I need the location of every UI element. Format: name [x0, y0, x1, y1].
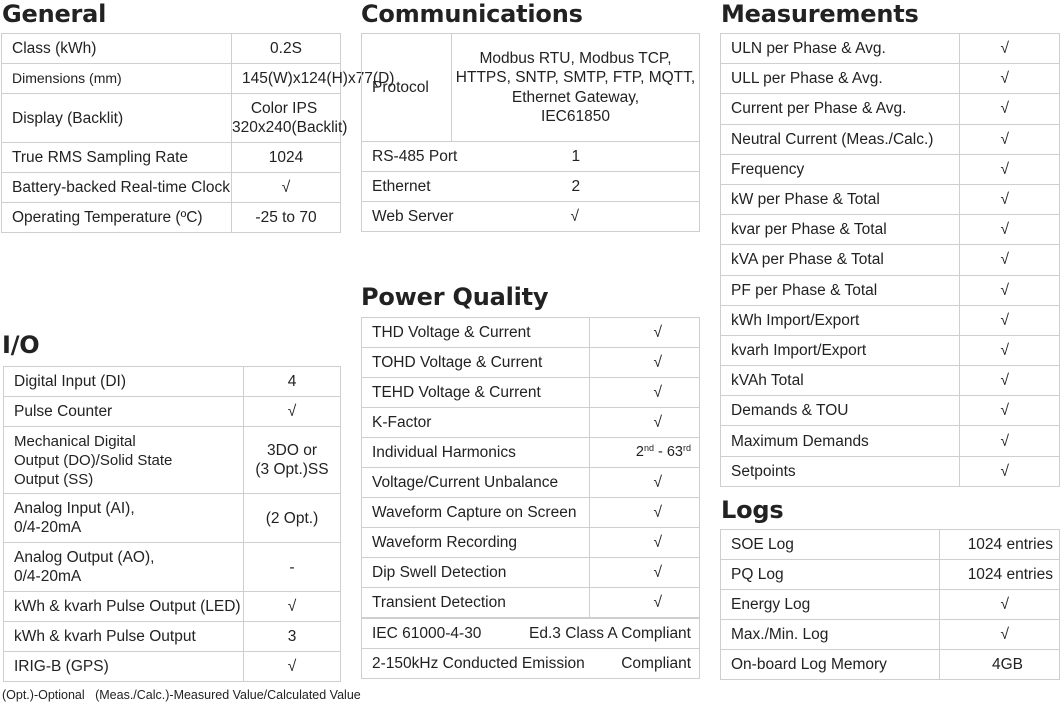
communications-table-ports: [361, 141, 700, 232]
spec-value: √: [940, 590, 1060, 620]
table-row: [2, 94, 341, 143]
table-row: [721, 456, 1060, 486]
io-table: [3, 366, 341, 682]
spec-label: Voltage/Current Unbalance: [362, 468, 590, 498]
table-row: [362, 438, 700, 468]
table-row: [362, 468, 700, 498]
spec-label: Operating Temperature (ºC): [2, 203, 232, 233]
table-row: [721, 154, 1060, 184]
spec-label: IRIG-B (GPS): [4, 652, 244, 682]
table-row: [4, 652, 341, 682]
table-row: [721, 64, 1060, 94]
spec-value: -: [244, 543, 341, 592]
section-title-measurements: Measurements: [721, 0, 919, 28]
spec-label: Individual Harmonics: [362, 438, 590, 468]
spec-value: 1024: [232, 143, 341, 173]
table-row: [362, 528, 700, 558]
spec-value: √: [590, 318, 700, 348]
spec-value: √: [590, 378, 700, 408]
section-title-power-quality: Power Quality: [361, 283, 549, 311]
table-row: [362, 318, 700, 348]
spacer-cell: [642, 202, 700, 232]
spec-label: kVAh Total: [721, 366, 960, 396]
table-row: [721, 620, 1060, 650]
power-quality-table-compliance: [361, 618, 700, 679]
footnote: [2, 688, 361, 702]
table-row: [2, 34, 341, 64]
spec-value: Modbus RTU, Modbus TCP, HTTPS, SNTP, SMTP, FTP, MQTT, Ethernet Gateway, IEC61850: [452, 34, 700, 142]
table-row: [721, 396, 1060, 426]
spec-label: kW per Phase & Total: [721, 184, 960, 214]
spec-label: Web Server: [362, 202, 512, 232]
spec-value: 4GB: [940, 650, 1060, 680]
table-row: [4, 622, 341, 652]
table-row: [721, 426, 1060, 456]
spec-label: kWh & kvarh Pulse Output (LED): [4, 592, 244, 622]
spec-row-cell: [362, 619, 700, 649]
table-row: [721, 590, 1060, 620]
measurements-table: [720, 33, 1060, 487]
spec-label: THD Voltage & Current: [362, 318, 590, 348]
table-row: [721, 650, 1060, 680]
table-row: [721, 94, 1060, 124]
spec-label: 2-150kHz Conducted Emission: [372, 655, 585, 672]
table-row: [2, 143, 341, 173]
table-row: [362, 619, 700, 649]
table-row: [721, 184, 1060, 214]
table-row: [2, 173, 341, 203]
spec-label: Waveform Capture on Screen: [362, 498, 590, 528]
table-row: [362, 378, 700, 408]
spec-row-cell: [362, 649, 700, 679]
spec-value: 3DO or (3 Opt.)SS: [244, 427, 341, 494]
spec-value: 1024 entries: [940, 560, 1060, 590]
table-row: [362, 172, 700, 202]
spec-label: Mechanical Digital Output (DO)/Solid State Output (SS): [4, 427, 244, 494]
section-title-communications: Communications: [361, 0, 583, 28]
spec-value: √: [590, 468, 700, 498]
table-row: [721, 335, 1060, 365]
spec-value: Color IPS 320x240(Backlit): [232, 94, 341, 143]
spec-label: Ethernet: [362, 172, 512, 202]
table-row: [721, 530, 1060, 560]
table-row: [721, 245, 1060, 275]
spec-value: √: [960, 335, 1060, 365]
spec-value: √: [244, 652, 341, 682]
spec-label: Current per Phase & Avg.: [721, 94, 960, 124]
spec-label: Analog Input (AI), 0/4-20mA: [4, 494, 244, 543]
spec-label: Demands & TOU: [721, 396, 960, 426]
spec-value: 4: [244, 367, 341, 397]
spec-value: (2 Opt.): [244, 494, 341, 543]
spec-value: √: [960, 245, 1060, 275]
spec-value: √: [960, 305, 1060, 335]
table-row: [4, 397, 341, 427]
spec-value: √: [960, 154, 1060, 184]
spec-value: √: [244, 397, 341, 427]
spec-label: Dimensions (mm): [2, 64, 232, 94]
table-row: [362, 588, 700, 618]
table-row: [4, 543, 341, 592]
table-row: [362, 348, 700, 378]
section-title-general: General: [2, 0, 107, 28]
spec-value: √: [590, 558, 700, 588]
spec-value: √: [590, 528, 700, 558]
spec-label: Waveform Recording: [362, 528, 590, 558]
spec-value: √: [960, 366, 1060, 396]
spec-value: √: [960, 184, 1060, 214]
table-row: [4, 427, 341, 494]
section-title-io: I/O: [2, 331, 40, 359]
spec-label: Setpoints: [721, 456, 960, 486]
spec-value: √: [960, 124, 1060, 154]
table-row: [362, 408, 700, 438]
spec-value: 2nd - 63rd: [590, 438, 700, 468]
spec-value: √: [960, 275, 1060, 305]
table-row: [4, 494, 341, 543]
spec-label: kWh & kvarh Pulse Output: [4, 622, 244, 652]
spec-label: IEC 61000-4-30: [372, 625, 482, 642]
table-row: [721, 34, 1060, 64]
table-row: [721, 560, 1060, 590]
spacer-cell: [642, 172, 700, 202]
section-title-logs: Logs: [721, 496, 784, 524]
spec-value: Ed.3 Class A Compliant: [529, 625, 691, 642]
spec-value: 0.2S: [232, 34, 341, 64]
spec-value: 1024 entries: [940, 530, 1060, 560]
spec-value: 145(W)x124(H)x77(D): [232, 64, 341, 94]
spec-label: TOHD Voltage & Current: [362, 348, 590, 378]
spec-label: ULN per Phase & Avg.: [721, 34, 960, 64]
footnote-optional: (Opt.)-Optional: [2, 688, 85, 702]
spec-value: 1: [512, 142, 642, 172]
spec-value: √: [960, 215, 1060, 245]
spec-value: 2: [512, 172, 642, 202]
communications-table: [361, 33, 700, 142]
spec-value: √: [960, 396, 1060, 426]
table-row: [4, 367, 341, 397]
spec-label: Transient Detection: [362, 588, 590, 618]
spec-label: Class (kWh): [2, 34, 232, 64]
spec-value: √: [512, 202, 642, 232]
spec-label: On-board Log Memory: [721, 650, 940, 680]
table-row: [721, 275, 1060, 305]
spec-label: Frequency: [721, 154, 960, 184]
spec-label: kWh Import/Export: [721, 305, 960, 335]
table-row: [362, 558, 700, 588]
spec-label: Max./Min. Log: [721, 620, 940, 650]
spec-label: Maximum Demands: [721, 426, 960, 456]
spec-label: TEHD Voltage & Current: [362, 378, 590, 408]
spec-value: Compliant: [621, 655, 691, 672]
power-quality-table: [361, 317, 700, 618]
spec-value: √: [960, 94, 1060, 124]
spec-label: kvar per Phase & Total: [721, 215, 960, 245]
spec-value: √: [960, 64, 1060, 94]
spec-value: 3: [244, 622, 341, 652]
footnote-measured: (Meas./Calc.)-Measured Value/Calculated Value: [95, 688, 361, 702]
spec-value: √: [960, 34, 1060, 64]
spec-label: kvarh Import/Export: [721, 335, 960, 365]
table-row: [4, 592, 341, 622]
table-row: [2, 64, 341, 94]
spacer-cell: [642, 142, 700, 172]
table-row: [2, 203, 341, 233]
table-row: [721, 305, 1060, 335]
spec-value: √: [960, 426, 1060, 456]
spec-value: -25 to 70: [232, 203, 341, 233]
table-row: [721, 215, 1060, 245]
spec-value: √: [940, 620, 1060, 650]
spec-label: PF per Phase & Total: [721, 275, 960, 305]
spec-label: Energy Log: [721, 590, 940, 620]
spec-label: K-Factor: [362, 408, 590, 438]
spec-value: √: [590, 348, 700, 378]
spec-value: √: [232, 173, 341, 203]
spec-value: √: [960, 456, 1060, 486]
spec-label: ULL per Phase & Avg.: [721, 64, 960, 94]
spec-label: Digital Input (DI): [4, 367, 244, 397]
spec-label: Protocol: [362, 34, 452, 142]
table-row: [721, 124, 1060, 154]
spec-label: True RMS Sampling Rate: [2, 143, 232, 173]
table-row: [721, 366, 1060, 396]
spec-label: Pulse Counter: [4, 397, 244, 427]
spec-label: Battery-backed Real-time Clock: [2, 173, 232, 203]
table-row: [362, 498, 700, 528]
spec-label: Dip Swell Detection: [362, 558, 590, 588]
spec-label: Display (Backlit): [2, 94, 232, 143]
spec-label: PQ Log: [721, 560, 940, 590]
spec-label: RS-485 Port: [362, 142, 512, 172]
general-table: [1, 33, 395, 233]
spec-value: √: [244, 592, 341, 622]
table-row: [362, 202, 700, 232]
spec-label: Analog Output (AO), 0/4-20mA: [4, 543, 244, 592]
spec-label: Neutral Current (Meas./Calc.): [721, 124, 960, 154]
logs-table: [720, 529, 1060, 680]
table-row: [362, 142, 700, 172]
spec-label: SOE Log: [721, 530, 940, 560]
spec-value: √: [590, 408, 700, 438]
spec-value: √: [590, 498, 700, 528]
table-row: [362, 34, 700, 142]
spec-value: √: [590, 588, 700, 618]
table-row: [362, 649, 700, 679]
spec-label: kVA per Phase & Total: [721, 245, 960, 275]
